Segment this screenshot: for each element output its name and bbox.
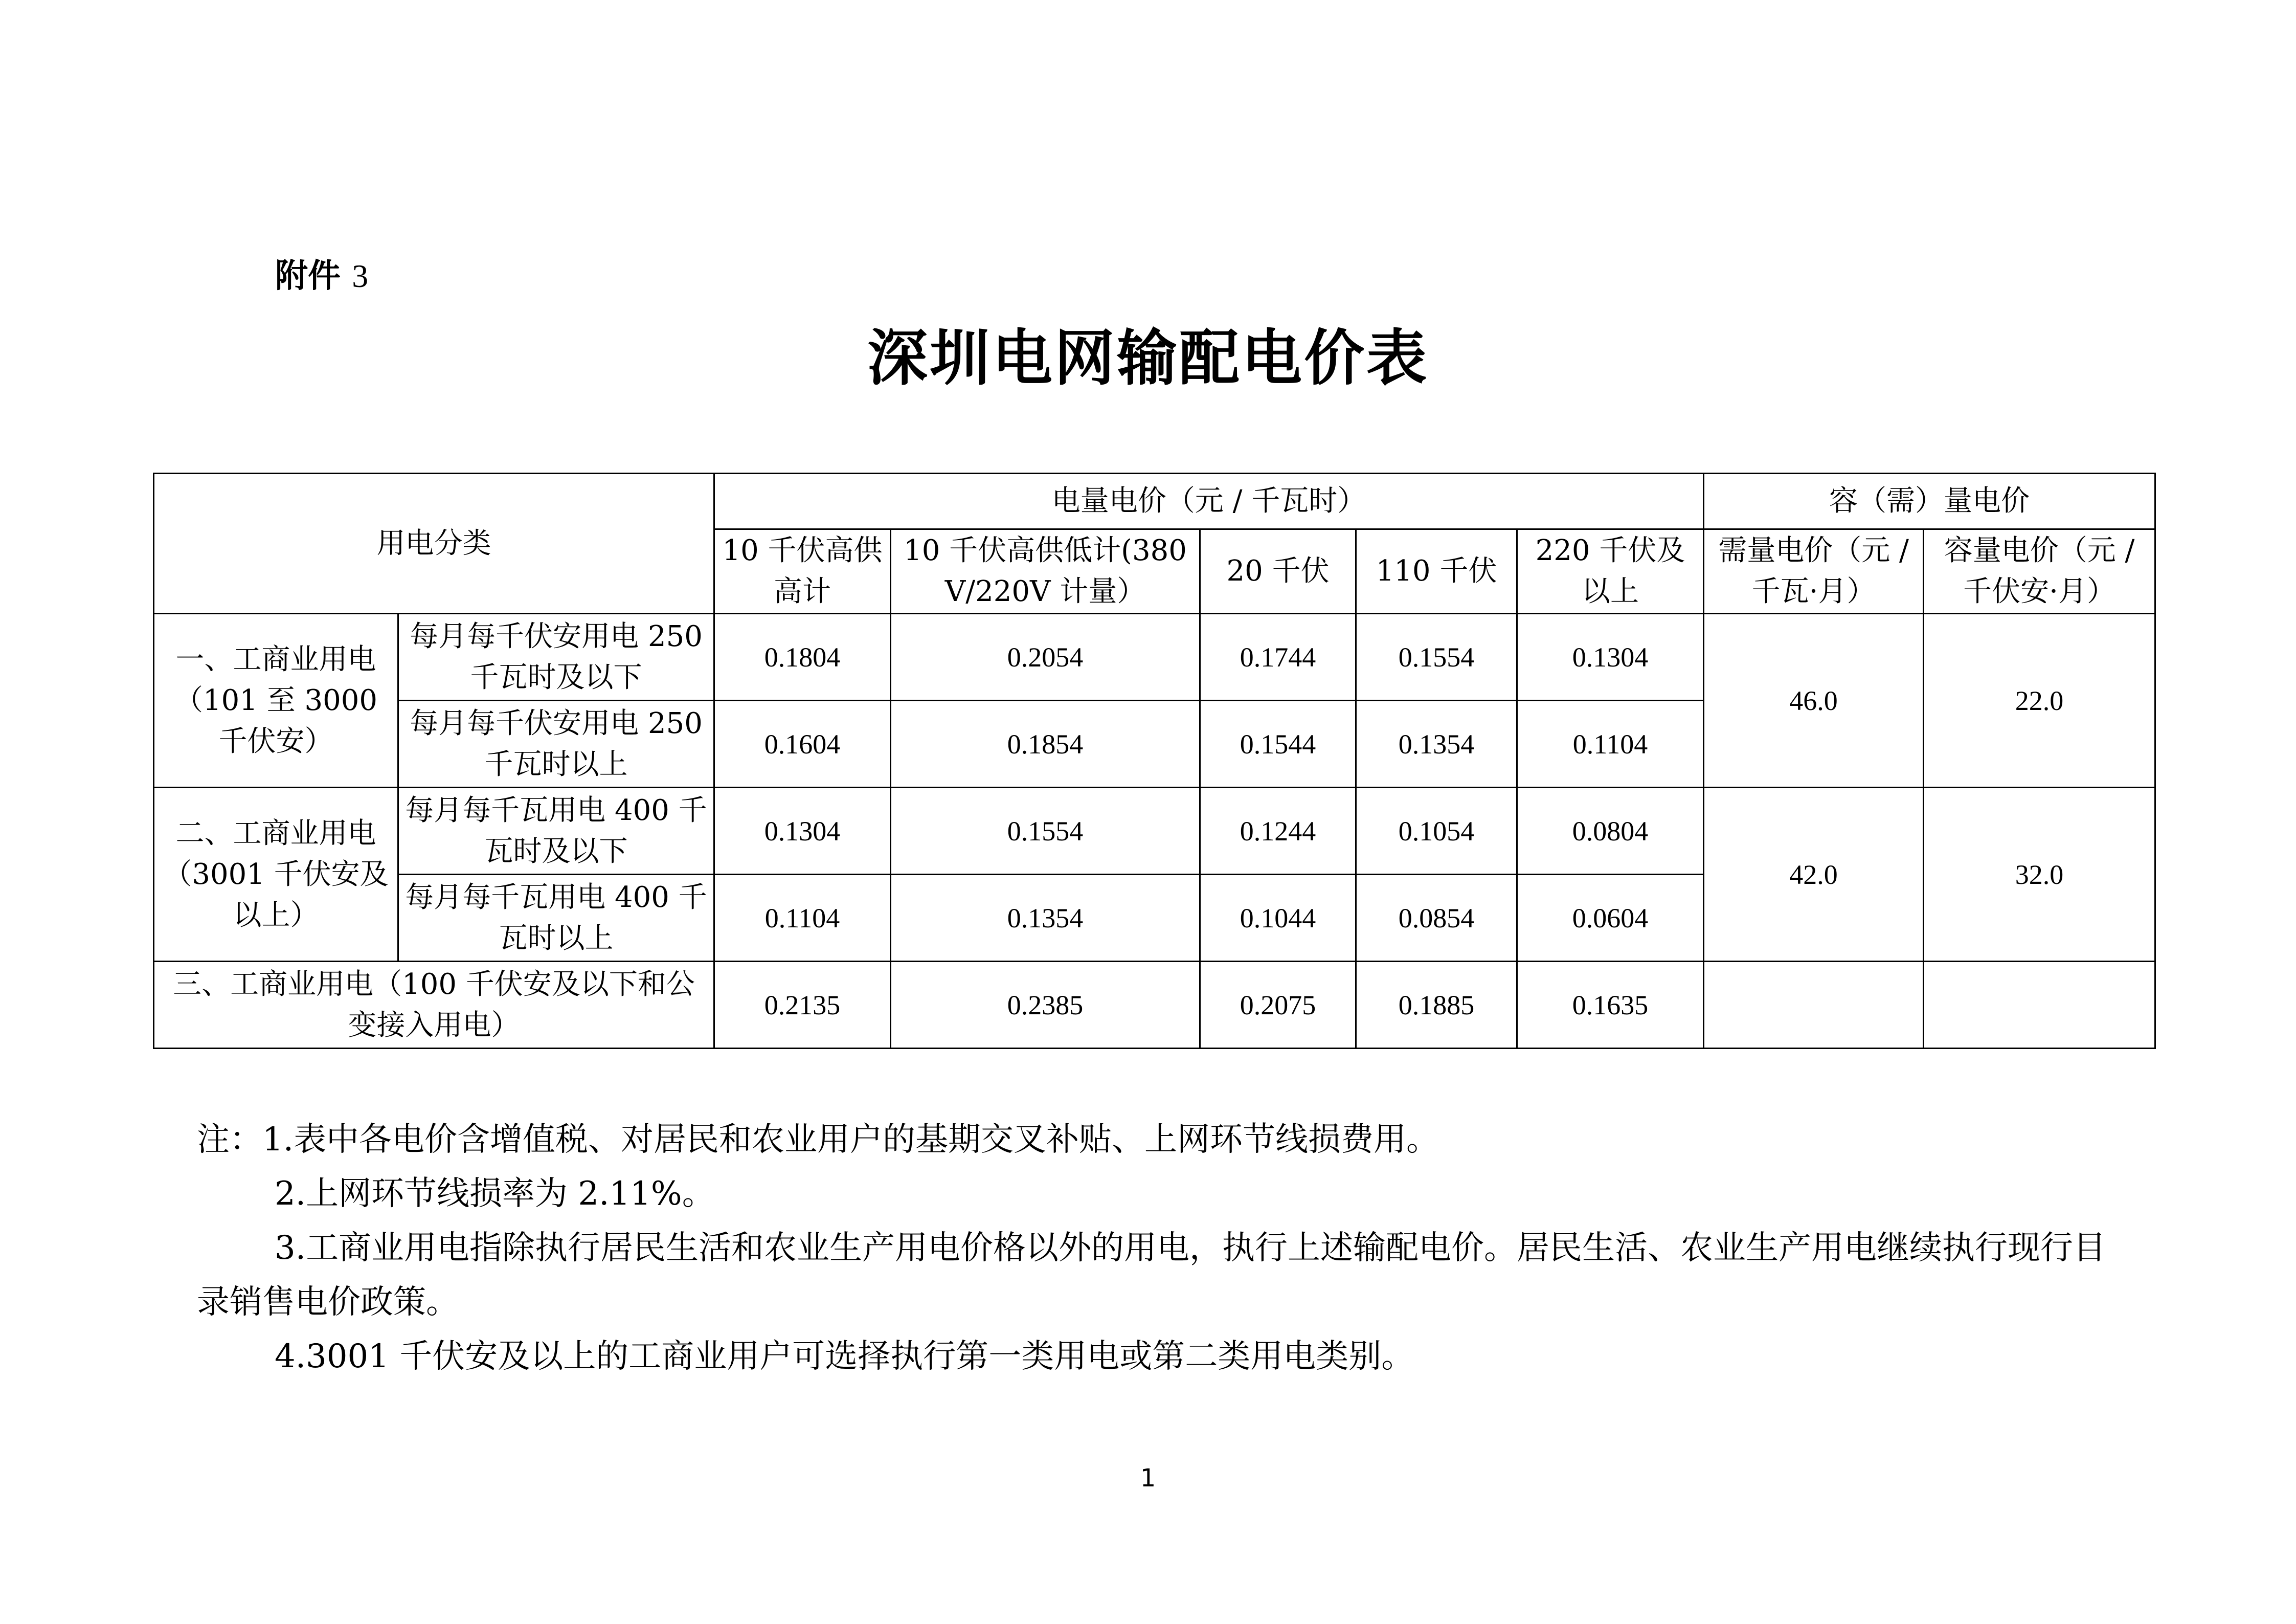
capacity-price-cell: 22.0 xyxy=(1924,614,2155,788)
price-cell: 0.1544 xyxy=(1200,701,1356,788)
price-cell: 0.1304 xyxy=(1517,614,1704,701)
table-row xyxy=(154,614,2155,701)
price-cell: 0.0854 xyxy=(1356,875,1517,962)
sub-category: 每月每千瓦用电 400 千瓦时以上 xyxy=(398,875,714,962)
attachment-label xyxy=(275,256,368,297)
demand-price-cell: 46.0 xyxy=(1704,614,1924,788)
header-col-20kv: 20 千伏 xyxy=(1200,529,1356,614)
group-name: 二、工商业用电（3001 千伏安及以上） xyxy=(154,788,398,962)
demand-price-cell xyxy=(1704,962,1924,1049)
table-row xyxy=(154,962,2155,1049)
table-row xyxy=(154,788,2155,875)
note-item: 3.工商业用电指除执行居民生活和农业生产用电价格以外的用电，执行上述输配电价。居民生活、农业生产用电继续执行现行目录销售电价政策。 xyxy=(197,1229,2106,1321)
price-cell: 0.1354 xyxy=(1356,701,1517,788)
notes-prefix: 注： xyxy=(197,1121,262,1159)
header-col-capacity: 容量电价（元 / 千伏安·月） xyxy=(1924,529,2155,614)
price-cell: 0.1054 xyxy=(1356,788,1517,875)
price-cell: 0.1885 xyxy=(1356,962,1517,1049)
note-item: 4.3001 千伏安及以上的工商业用户可选择执行第一类用电或第二类用电类别。 xyxy=(275,1338,1414,1375)
price-cell: 0.1104 xyxy=(714,875,891,962)
price-cell: 0.2054 xyxy=(891,614,1200,701)
header-energy-price: 电量电价（元 / 千瓦时） xyxy=(714,474,1704,529)
attachment-number: 3 xyxy=(352,258,369,294)
header-capacity-price: 容（需）量电价 xyxy=(1704,474,2155,529)
price-cell: 0.1604 xyxy=(714,701,891,788)
price-cell: 0.1044 xyxy=(1200,875,1356,962)
demand-price-cell: 42.0 xyxy=(1704,788,1924,962)
capacity-price-cell: 32.0 xyxy=(1924,788,2155,962)
note-text: 1.表中各电价含增值税、对居民和农业用户的基期交叉补贴、上网环节线损费用。 xyxy=(262,1121,1439,1159)
price-cell: 0.0804 xyxy=(1517,788,1704,875)
sub-category: 每月每千瓦用电 400 千瓦时及以下 xyxy=(398,788,714,875)
capacity-price-cell xyxy=(1924,962,2155,1049)
price-cell: 0.1244 xyxy=(1200,788,1356,875)
group-name: 三、工商业用电（100 千伏安及以下和公变接入用电） xyxy=(154,962,714,1049)
price-cell: 0.1554 xyxy=(1356,614,1517,701)
header-col-110kv: 110 千伏 xyxy=(1356,529,1517,614)
notes xyxy=(197,1113,2120,1384)
price-cell: 0.1744 xyxy=(1200,614,1356,701)
page-title: 深圳电网输配电价表 xyxy=(867,323,1429,393)
price-cell: 0.0604 xyxy=(1517,875,1704,962)
price-cell: 0.1854 xyxy=(891,701,1200,788)
price-cell: 0.2385 xyxy=(891,962,1200,1049)
attachment-label-text: 附件 xyxy=(275,257,341,295)
header-col-10kv-high: 10 千伏高供高计 xyxy=(714,529,891,614)
price-cell: 0.1104 xyxy=(1517,701,1704,788)
sub-category: 每月每千伏安用电 250 千瓦时及以下 xyxy=(398,614,714,701)
price-table xyxy=(153,473,2156,1049)
header-col-10kv-low: 10 千伏高供低计(380V/220V 计量） xyxy=(891,529,1200,614)
page-number: 1 xyxy=(1140,1464,1156,1493)
note-item: 2.上网环节线损率为 2.11%。 xyxy=(275,1175,715,1213)
group-name: 一、工商业用电（101 至 3000 千伏安） xyxy=(154,614,398,788)
price-cell: 0.2075 xyxy=(1200,962,1356,1049)
price-cell: 0.2135 xyxy=(714,962,891,1049)
price-cell: 0.1635 xyxy=(1517,962,1704,1049)
price-cell: 0.1354 xyxy=(891,875,1200,962)
header-col-demand: 需量电价（元 / 千瓦·月） xyxy=(1704,529,1924,614)
price-cell: 0.1804 xyxy=(714,614,891,701)
header-col-220kv: 220 千伏及以上 xyxy=(1517,529,1704,614)
note-item xyxy=(197,1113,2120,1167)
header-category: 用电分类 xyxy=(154,474,714,614)
sub-category: 每月每千伏安用电 250 千瓦时以上 xyxy=(398,701,714,788)
price-cell: 0.1554 xyxy=(891,788,1200,875)
price-cell: 0.1304 xyxy=(714,788,891,875)
